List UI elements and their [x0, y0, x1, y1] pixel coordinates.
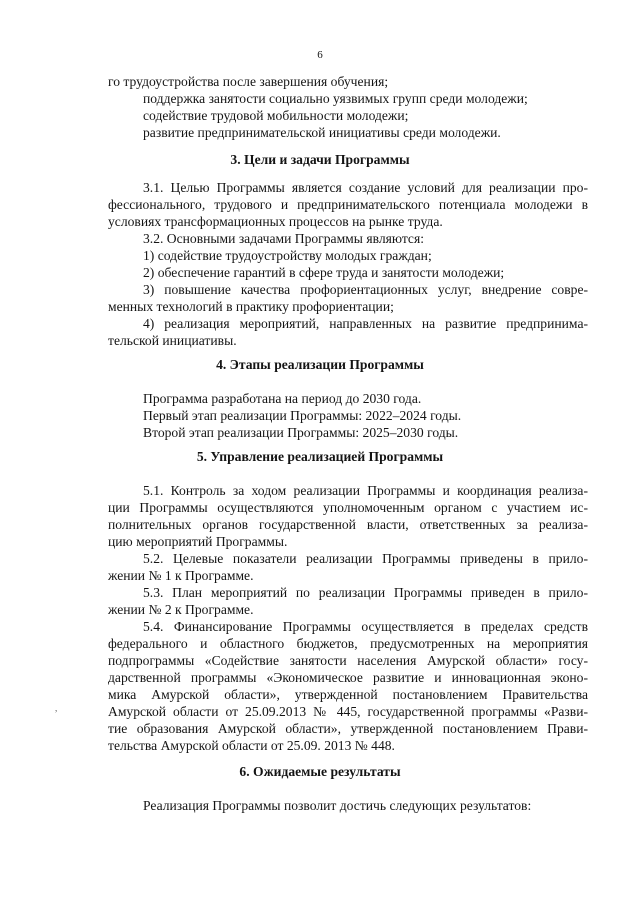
text-line: цию мероприятий Программы. — [108, 534, 288, 549]
text-line: Программа разработана на период до 2030 года. — [143, 391, 422, 406]
text-line: тельства Амурской области от 25.09. 2013 № 448. — [108, 738, 395, 753]
text-line: 5.3. План мероприятий по реализации Программы приведен в прило- — [143, 585, 588, 600]
text-line: условиях трансформационных процессов на рынке труда. — [108, 214, 443, 229]
text-line: подпрограммы «Содействие занятости населения Амурской области» госу- — [108, 653, 588, 668]
text-line: 4) реализация мероприятий, направленных на развитие предпринима- — [143, 316, 588, 331]
text-line: менных технологий в практику профориентации; — [108, 299, 394, 314]
text-line: ции Программы осуществляются уполномоченным органом с участием ис- — [108, 500, 588, 515]
text-line: 2) обеспечение гарантий в сфере труда и занятости молодежи; — [143, 265, 505, 280]
text-line: Реализация Программы позволит достичь следующих результатов: — [143, 798, 532, 813]
text-line: Первый этап реализации Программы: 2022–2024 годы. — [143, 408, 462, 423]
text-line: тие образования Амурской области», утвержденной постановлением Прави- — [108, 721, 588, 736]
text-line: 3.2. Основными задачами Программы являются: — [143, 231, 424, 246]
text-line: фессионального, трудового и предпринимательского потенциала молодежи в — [108, 197, 588, 212]
page-number: 6 — [317, 49, 323, 61]
text-line: Второй этап реализации Программы: 2025–2030 годы. — [143, 425, 459, 440]
section-heading: 3. Цели и задачи Программы — [230, 152, 410, 167]
text-line: поддержка занятости социально уязвимых групп среди молодежи; — [143, 91, 528, 106]
text-line: полнительных органов государственной власти, ответственных за реализа- — [108, 517, 588, 532]
text-line: Амурской области от 25.09.2013 № 445, государственной программы «Разви- — [108, 704, 588, 719]
text-line: 5.2. Целевые показатели реализации Программы приведены в прило- — [143, 551, 588, 566]
text-line: федерального и областного бюджетов, предусмотренных на мероприятия — [108, 636, 588, 651]
text-line: 5.4. Финансирование Программы осуществляется в пределах средств — [143, 619, 588, 634]
margin-mark: , — [55, 703, 58, 713]
text-line: содействие трудовой мобильности молодежи; — [143, 108, 409, 123]
text-line: жении № 1 к Программе. — [108, 568, 254, 583]
text-line: мика Амурской области», утвержденной постановлением Правительства — [108, 687, 588, 702]
text-line: развитие предпринимательской инициативы среди молодежи. — [143, 125, 501, 140]
section-heading: 4. Этапы реализации Программы — [216, 357, 424, 372]
text-line: дарственной программы «Экономическое развитие и инновационная эконо- — [108, 670, 588, 685]
text-line: жении № 2 к Программе. — [108, 602, 254, 617]
section-heading: 5. Управление реализацией Программы — [196, 449, 444, 464]
text-line: 3) повышение качества профориентационных услуг, внедрение совре- — [143, 282, 588, 297]
section-heading: 6. Ожидаемые результаты — [239, 764, 401, 779]
text-line: 1) содействие трудоустройству молодых граждан; — [143, 248, 432, 263]
text-line: 3.1. Целью Программы является создание условий для реализации про- — [143, 180, 588, 195]
text-line: 5.1. Контроль за ходом реализации Программы и координация реализа- — [143, 483, 588, 498]
text-line: го трудоустройства после завершения обучения; — [108, 74, 389, 89]
text-line: тельской инициативы. — [108, 333, 237, 348]
